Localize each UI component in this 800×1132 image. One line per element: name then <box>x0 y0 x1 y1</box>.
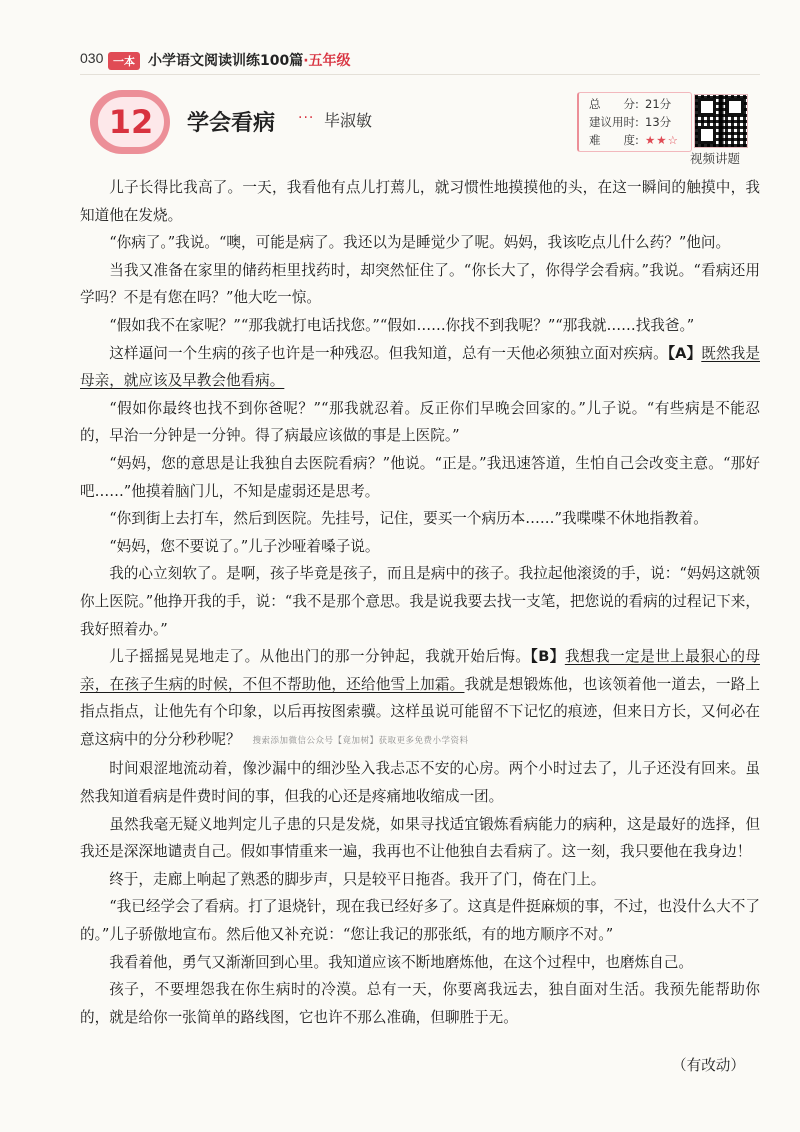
stat-total: 总 分: 21分 <box>589 97 672 111</box>
paragraph: “假如你最终也找不到你爸呢？”“那我就忍着。反正你们早晚会回家的。”儿子说。“有些病是不能忍的，早治一分钟是一分钟。得了病最应该做的事是上医院。” <box>80 399 760 445</box>
grade-label: ·五年级 <box>303 53 351 69</box>
paragraph: 孩子，不要埋怨我在你生病时的冷漠。总有一天，你要离我远去，独自面对生活。我预先能帮助你的，就是给你一张简单的路线图，它也许不那么准确，但聊胜于无。 <box>80 981 760 1026</box>
watermark-text: 搜索添加微信公众号【竟加树】获取更多免费小学资料 <box>252 735 469 746</box>
lesson-number: 12 <box>98 97 164 147</box>
author-dots: ··· <box>298 110 315 126</box>
lesson-number-badge <box>90 90 170 154</box>
paragraph: 时间艰涩地流动着，像沙漏中的细沙坠入我忐忑不安的心房。两个小时过去了，儿子还没有回来。虽然我知道看病是件费时间的事，但我的心还是疼痛地收缩成一团。 <box>80 760 760 806</box>
stat-time-value: 13分 <box>645 115 672 129</box>
difficulty-stars: ★★☆ <box>645 133 679 147</box>
brand-logo: 一本 <box>108 52 140 70</box>
paragraph: 我的心立刻软了。是啊，孩子毕竟是孩子，而且是病中的孩子。我拉起他滚烫的手，说：“妈妈这就领你上医院。”他挣开我的手，说：“我不是那个意思。我是说我要去找一支笔，把您说的看病的过程记下来，我好照着办。” <box>80 565 760 638</box>
adaptation-note: （有改动） <box>672 1057 745 1074</box>
qr-corner <box>698 126 716 144</box>
stat-difficulty: 难 度: ★★☆ <box>589 133 679 147</box>
paragraph-a: 这样逼问一个生病的孩子也许是一种残忍。但我知道，总有一天他必须独立面对疾病。【A】既然我是母亲，就应该及早教会他看病。 <box>80 344 760 390</box>
stats-box <box>577 92 692 152</box>
stat-total-value: 21分 <box>645 97 672 111</box>
series-title <box>148 50 351 70</box>
paragraph: “妈妈，您的意思是让我独自去医院看病？”他说。“正是。”我迅速答道，生怕自己会改变主意。“那好吧……”他摸着脑门儿，不知是虚弱还是思考。 <box>80 454 760 500</box>
header-divider <box>80 74 760 75</box>
underlined-sentence-b: 我想我一定是世上最狠心的母亲，在孩子生病的时候，不但不帮助他，还给他雪上加霜。 <box>80 648 760 693</box>
paragraph: 当我又准备在家里的储药柜里找药时，却突然怔住了。“你长大了，你得学会看病。”我说。“看病还用学吗？不是有您在吗？”他大吃一惊。 <box>80 261 760 307</box>
paragraph: 我看着他，勇气又渐渐回到心里。我知道应该不断地磨炼他，在这个过程中，也磨炼自己。 <box>109 953 693 971</box>
paragraph: “假如我不在家呢？”“那我就打电话找您。”“假如……你找不到我呢？”“那我就……找我爸。” <box>109 316 695 334</box>
qr-video-label[interactable]: 视频讲题 <box>690 151 741 166</box>
page-number: 030 <box>80 50 104 66</box>
qr-code-icon[interactable] <box>694 94 748 148</box>
paragraph-b: 儿子摇摇晃晃地走了。从他出门的那一分钟起，我就开始后悔。【B】我想我一定是世上最狠心的母亲，在孩子生病的时候，不但不帮助他，还给他雪上加霜。我就是想锻炼他，也该领着他一道去，一路上指点指点，让他先有个印象，以后再按图索骥。这样虽说可能留不下记忆的痕迹，但来日方长，又何必在意这病中的分分秒秒呢？ 搜索添加微信公众号【竟加树】获取更多免费小学资料 <box>80 648 760 748</box>
series-name: 小学语文阅读训练100篇 <box>148 53 304 69</box>
paragraph: “妈妈，您不要说了。”儿子沙哑着嗓子说。 <box>109 537 380 555</box>
paragraph: 儿子长得比我高了。一天，我看他有点儿打蔫儿，就习惯性地摸摸他的头，在这一瞬间的触摸中，我知道他在发烧。 <box>80 179 760 224</box>
author-name: 毕淑敏 <box>324 111 373 130</box>
paragraph: “我已经学会了看病。打了退烧针，现在我已经好多了。这真是件挺麻烦的事，不过，也没什么大不了的。”儿子骄傲地宣布。然后他又补充说：“您让我记的那张纸，有的地方顺序不对。” <box>80 898 760 944</box>
paragraph: “你病了。”我说。“噢，可能是病了。我还以为是睡觉少了呢。妈妈，我该吃点儿什么药？”他问。 <box>109 234 731 252</box>
paragraph: 虽然我毫无疑义地判定儿子患的只是发烧，如果寻找适宜锻炼看病能力的病种，这是最好的选择，但我还是深深地谴责自己。假如事情重来一遍，我再也不让他独自去看病了。这一刻，我只要他在我身边！ <box>80 815 760 861</box>
page-header <box>80 50 760 72</box>
marker-b: 【B】 <box>530 648 565 666</box>
lesson-title: 学会看病 <box>187 111 276 136</box>
paragraph: 终于，走廊上响起了熟悉的脚步声，只是较平日拖沓。我开了门，倚在门上。 <box>109 870 606 888</box>
underlined-sentence-a: 既然我是母亲，就应该及早教会他看病。 <box>80 344 760 390</box>
marker-a: 【A】 <box>667 344 702 362</box>
stat-time: 建议用时: 13分 <box>589 115 672 129</box>
article-body <box>80 174 760 1031</box>
paragraph: “你到街上去打车，然后到医院。先挂号，记住，要买一个病历本……”我喋喋不休地指教着。 <box>109 510 708 528</box>
